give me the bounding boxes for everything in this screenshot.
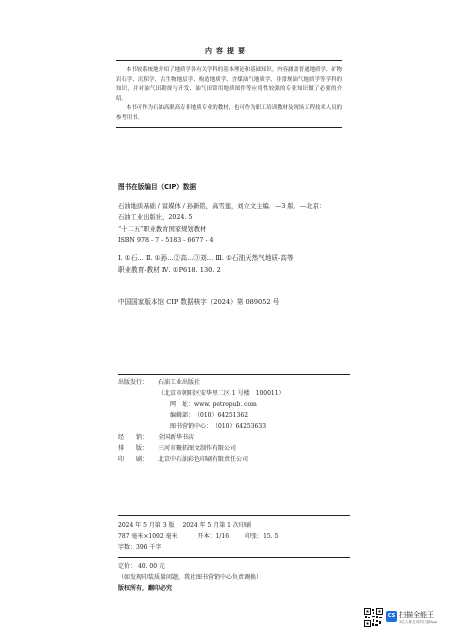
price-info — [118, 561, 262, 594]
cip-record — [118, 201, 348, 276]
words-label: 字数： — [118, 544, 137, 551]
print-info — [118, 520, 278, 553]
sheets: 15. 5 — [263, 533, 279, 540]
cip-line: “十二五”职业教育国家规划教材 — [118, 225, 207, 233]
distributor: 全国新华书店 — [158, 434, 195, 441]
summary-paragraph: 本书较系统地介绍了地质学各有关学科的基本理论和基础知识。内容涵盖普通地质学、矿物岩石学、沉积学、古生物地层学、构造地质学、含煤油气地质学、非常规油气地质学等学科的知识，并对油气田勘探与开发、油气田常用地质图件等应用性较强的专业知识做了必要的介绍。 — [116, 67, 342, 102]
cip-line: 石油地质基础 / 富媒体 / 孙新铭，高雪莲，刘立文主编．—3 版．—北京： — [118, 203, 326, 210]
word-count: 396 千字 — [136, 544, 162, 551]
website-label: 网 址： — [170, 401, 195, 408]
sheets-label: 印张： — [245, 533, 264, 540]
editorial-label: 编辑部： — [170, 412, 195, 419]
watermark-name: 扫描全能王 — [399, 611, 434, 619]
publisher-label: 出版发行： — [118, 379, 149, 386]
price-label: 定价： — [118, 563, 137, 570]
page-size: 1/16 — [215, 533, 230, 540]
qr-code-icon — [364, 608, 383, 627]
scanner-watermark — [364, 608, 454, 638]
copyright-notice: 版权所有，翻印必究 — [118, 585, 173, 592]
divider — [118, 515, 350, 516]
price: 40. 00 元 — [137, 563, 165, 570]
website: www. petropub. com — [194, 401, 257, 408]
cip-record-number: 中国国家版本馆 CIP 数据核字（2024）第 089052 号 — [118, 298, 280, 306]
editorial-phone: （010）64251362 — [194, 412, 249, 419]
printing-run: 2024 年 5 月第 1 次印刷 — [182, 522, 251, 529]
marketing-phone: （010）64253633 — [212, 423, 267, 430]
typesetting-label: 排 版： — [118, 445, 149, 452]
summary-paragraph: 本书可作为石油高职高专非地质专业的教材，也可作为职工培训教材及现场工程技术人员的参考用书。 — [116, 105, 342, 121]
divider — [118, 557, 350, 558]
page-format: 787 毫米×1092 毫米 — [118, 533, 178, 540]
cip-classification: 职业教育-教材 Ⅳ. ①P618. 130. 2 — [118, 266, 221, 275]
quality-notice: （如发现印装质量问题，我社图书营销中心负责调换） — [118, 574, 263, 581]
printer: 北京中石油彩色印刷有限责任公司 — [158, 456, 249, 463]
publisher-address: （北京市朝阳区安华里二区 1 号楼 100011） — [158, 390, 285, 397]
divider — [118, 374, 350, 375]
cip-heading: 图书在版编目（CIP）数据 — [118, 183, 197, 191]
watermark-tagline: 3亿人都在用的扫描App — [399, 620, 438, 624]
summary-title: 内容提要 — [205, 47, 249, 55]
typesetting: 三河市聚拓图文制作有限公司 — [158, 445, 237, 452]
marketing-label: 图书营销中心： — [170, 423, 213, 430]
summary-box — [116, 60, 342, 128]
distributor-label: 经 销： — [118, 434, 149, 441]
cip-classification: Ⅰ. ①石… Ⅱ. ①孙…②高…③刘… Ⅲ. ①石油天然气地质-高等 — [118, 254, 294, 263]
isbn: ISBN 978 - 7 - 5183 - 6677 - 4 — [118, 236, 214, 244]
cip-line: 石油工业出版社，2024. 5 — [118, 214, 193, 222]
size-label: 开本： — [197, 533, 216, 540]
printing-label: 印 刷： — [118, 456, 149, 463]
edition: 2024 年 5 月第 3 版 — [118, 522, 175, 529]
publisher-info — [118, 377, 350, 465]
publisher-name: 石油工业出版社 — [158, 379, 201, 386]
camscanner-logo-icon: CS — [386, 611, 397, 622]
